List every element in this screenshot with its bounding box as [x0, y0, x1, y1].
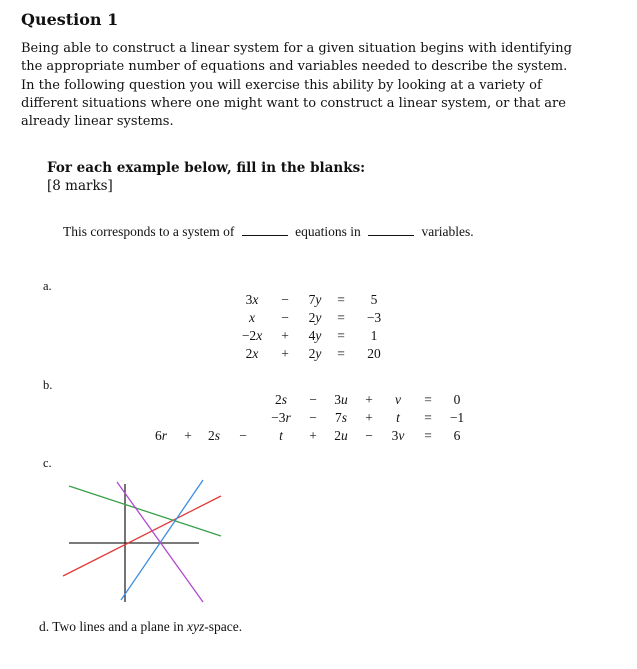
system-b-token: v [395, 392, 401, 407]
blank-text-3: variables. [421, 224, 474, 239]
system-a-token: 5 [370, 292, 378, 307]
instruction: For each example below, fill in the blanks: [47, 160, 366, 176]
system-b-token: −1 [449, 410, 465, 425]
label-a: a. [43, 279, 52, 293]
system-b-token: = [424, 428, 432, 443]
system-a-token: = [337, 328, 345, 343]
system-b-token: t [396, 410, 400, 425]
system-a-token: − [281, 310, 289, 325]
system-b-token: = [424, 410, 432, 425]
system-b-token: 3v [391, 428, 405, 443]
system-a-token: 1 [370, 328, 378, 343]
system-a-token: + [281, 346, 289, 361]
system-b-token: 2s [274, 392, 287, 407]
system-a-token: 2x [245, 346, 259, 361]
system-a-token: 2y [308, 346, 322, 361]
system-b-token: 3u [334, 392, 348, 407]
item-d-math: xyz [187, 619, 205, 634]
system-b-token: 7s [334, 410, 347, 425]
system-a-token: 7y [308, 292, 322, 307]
label-b: b. [43, 378, 53, 392]
label-c: c. [43, 456, 52, 470]
system-a-token: = [337, 310, 345, 325]
system-a-token: 4y [308, 328, 322, 343]
system-a-token: x [249, 310, 255, 325]
system-b-token: = [424, 392, 432, 407]
blank-text-1: This corresponds to a system of [63, 224, 235, 239]
system-b-token: t [279, 428, 283, 443]
system-b-token: − [239, 428, 247, 443]
figure-line [63, 496, 221, 576]
item-d-suffix: -space. [204, 619, 243, 634]
system-a-token: 20 [367, 346, 381, 361]
system-b-token: + [184, 428, 192, 443]
system-b-token: 2u [334, 428, 348, 443]
figure-line [69, 486, 221, 536]
system-a-token: −2x [241, 328, 263, 343]
system-b-token: + [365, 410, 373, 425]
blank-text-2: equations in [295, 224, 361, 239]
system-b-token: 6r [154, 428, 167, 443]
system-b-token: − [309, 410, 317, 425]
system-a-token: 2y [308, 310, 322, 325]
question-intro: Being able to construct a linear system for a given situation begins with identifying the appropriate number of equations and variables needed to describe the system. In the following question you will exercise this ability by looking at a variety of different situations where one might want to construct a linear system, or that are already linear systems. [21, 41, 572, 130]
item-d [39, 619, 242, 635]
system-b-token: 6 [453, 428, 461, 443]
system-b-token: 0 [453, 392, 461, 407]
system-b-token: + [309, 428, 317, 443]
marks: [8 marks] [47, 178, 113, 194]
item-d-text: d. Two lines and a plane in [39, 619, 184, 634]
question-title: Question 1 [21, 10, 119, 29]
system-b-token: − [309, 392, 317, 407]
system-b-token: −3r [271, 410, 291, 425]
system-a-token: + [281, 328, 289, 343]
system-b-token: + [365, 392, 373, 407]
system-a-token: = [337, 292, 345, 307]
system-a-token: −3 [366, 310, 382, 325]
system-b-token: 2s [207, 428, 220, 443]
lines-figure [55, 474, 225, 609]
system-a-token: 3x [245, 292, 259, 307]
system-b-token: − [365, 428, 373, 443]
system-a-token: − [281, 292, 289, 307]
system-a-token: = [337, 346, 345, 361]
